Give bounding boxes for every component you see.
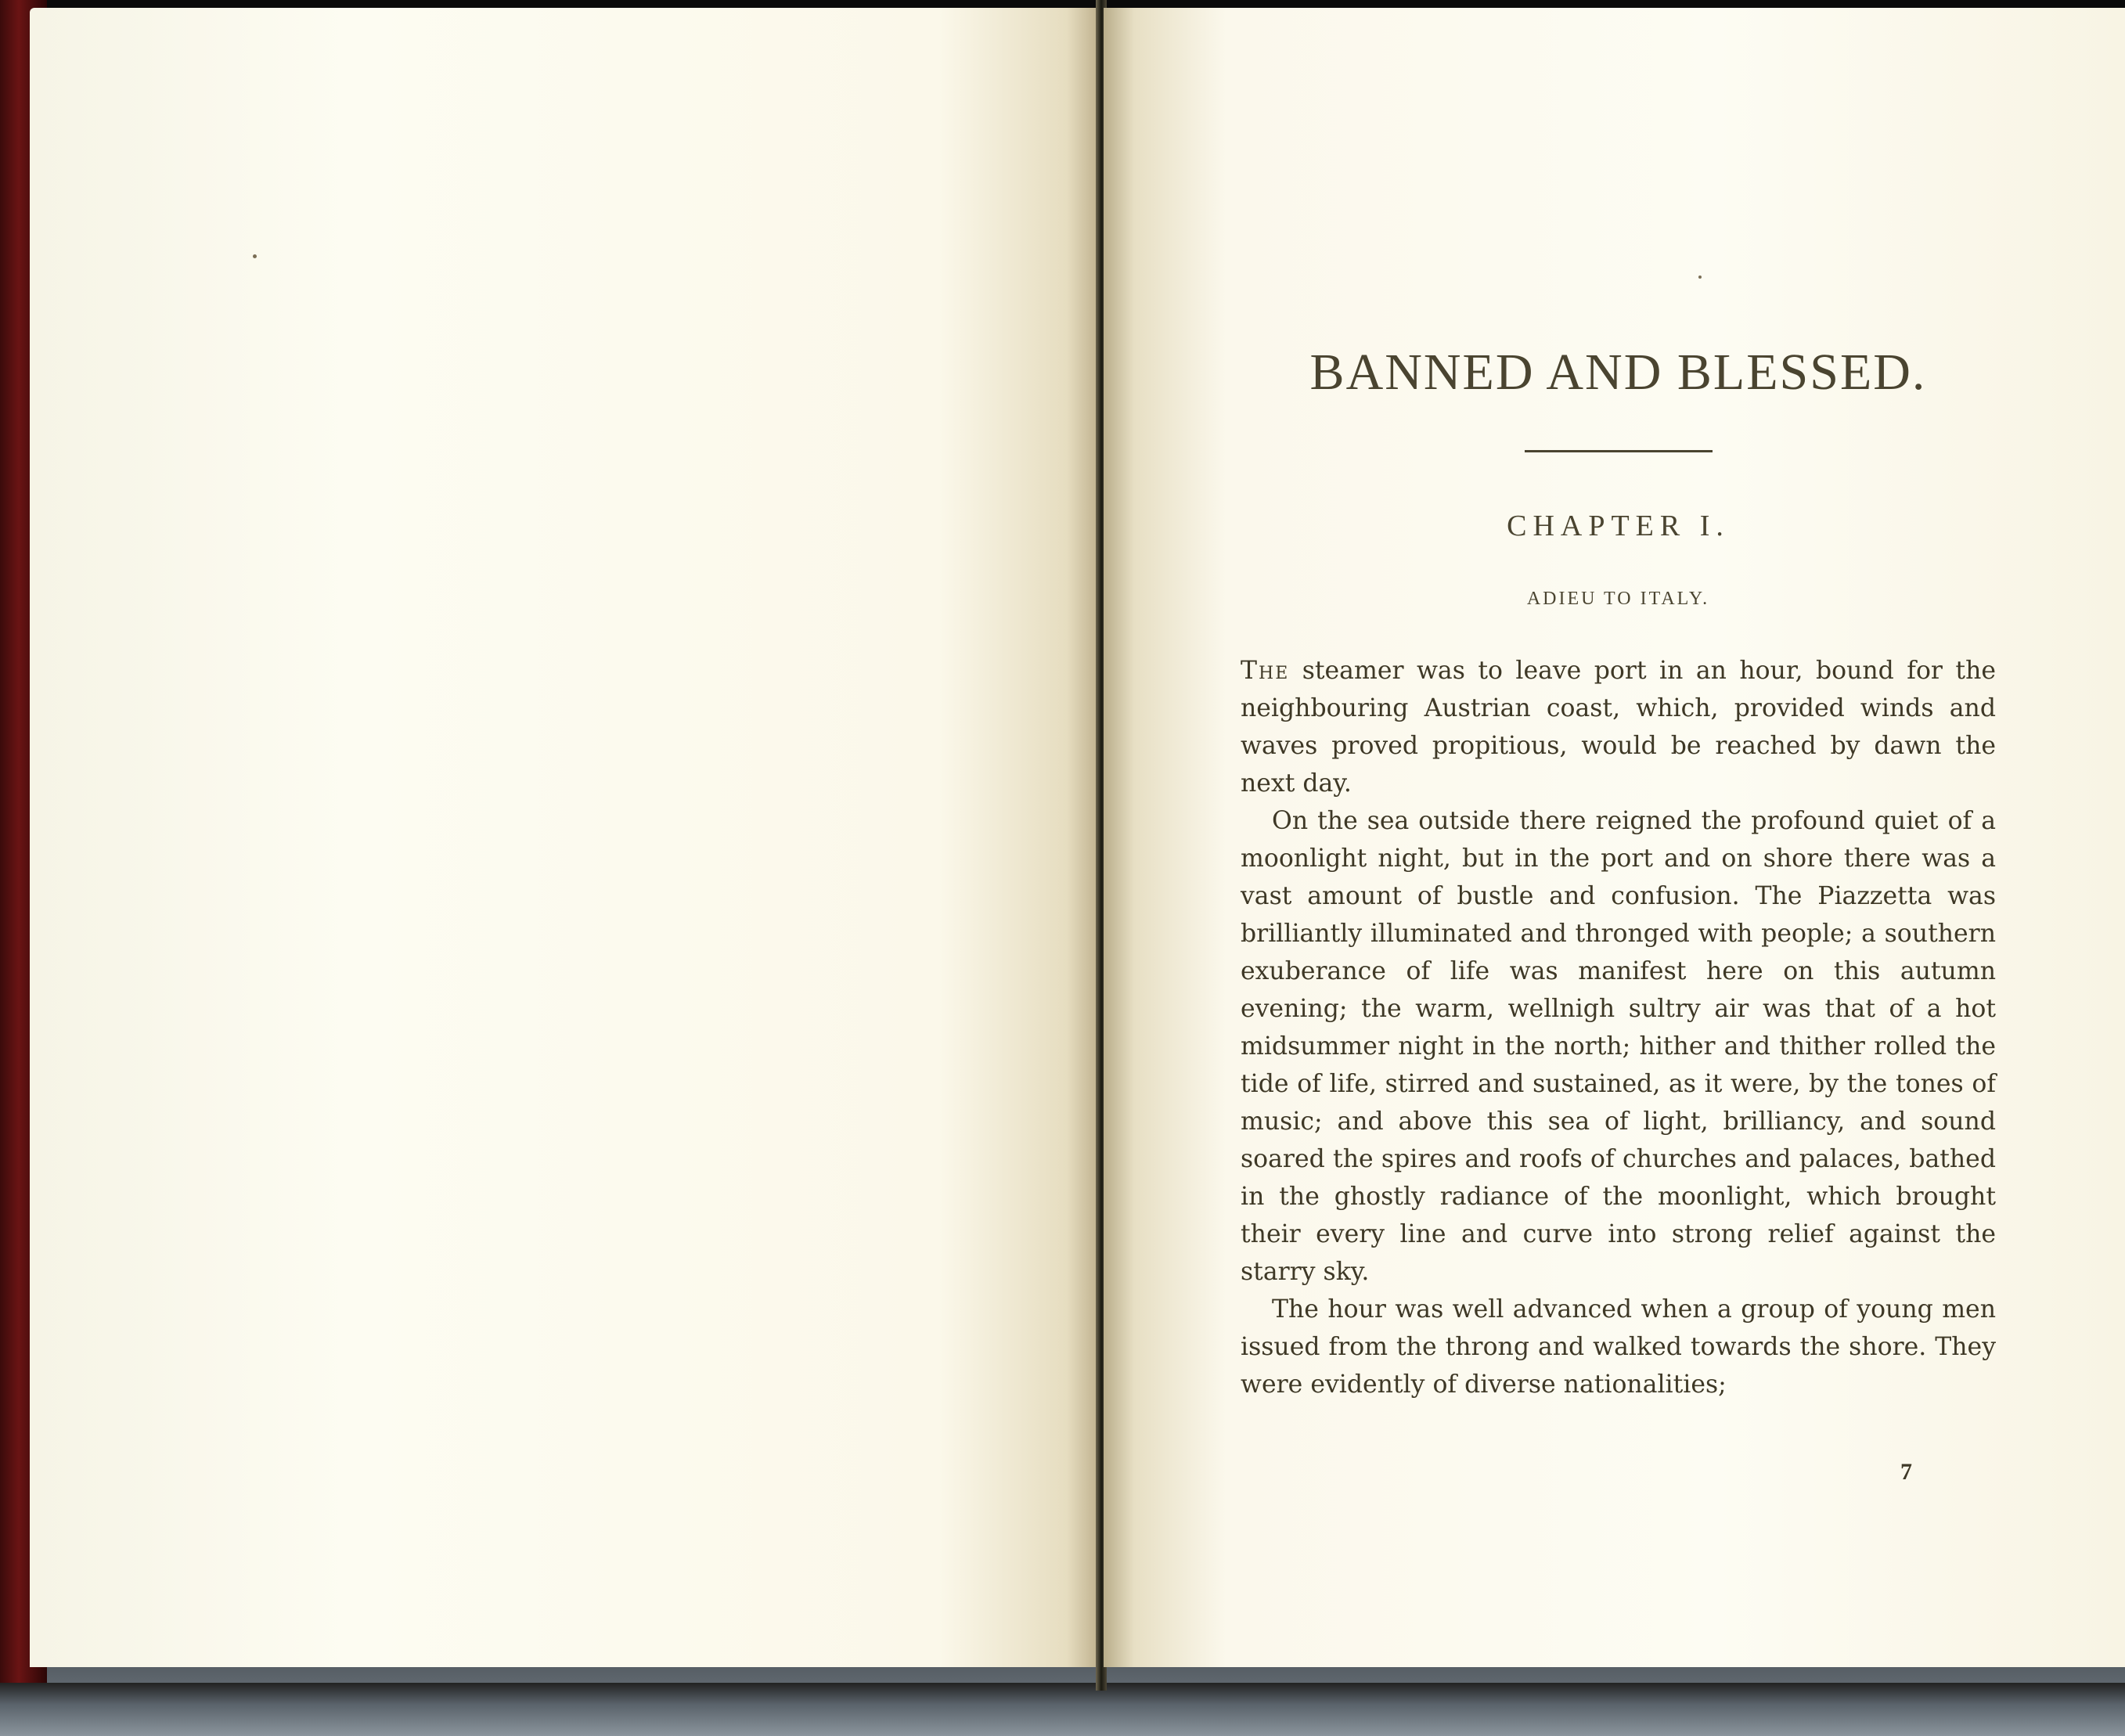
page-number: 7 [1900, 1459, 1912, 1485]
chapter-heading: CHAPTER I. [1507, 509, 1730, 542]
book-title: BANNED AND BLESSED. [1309, 344, 1927, 401]
paper-speck [253, 254, 257, 258]
chapter-subtitle: ADIEU TO ITALY. [1526, 588, 1710, 609]
paragraph-1 [1241, 652, 1996, 802]
paragraph-2: On the sea outside there reigned the profound quiet of a moonlight night, but in the port and on shore there was a vast amount of bustle and confusion. The Piazzetta was brilliantly illuminated and thronged with people; a southern exuberance of life was manifest here on this autumn evening; the warm, wellnigh sultry air was that of a hot midsummer night in the north; hither and thither rolled the tide of life, stirred and sustained, as it were, by the tones of music; and above this sea of light, brilliancy, and sound soared the spires and roofs of churches and palaces, bathed in the ghostly radiance of the moonlight, which brought their every line and curve into strong relief against the starry sky. [1241, 806, 1996, 1286]
left-blank-page [30, 8, 1099, 1667]
title-divider [1525, 450, 1713, 452]
paper-speck [1698, 276, 1702, 279]
paragraph-3: The hour was well advanced when a group of young men issued from the throng and walked towards the shore. They were evidently of diverse nationalities; [1241, 1295, 1996, 1399]
scanner-bed [0, 1683, 2125, 1736]
paragraph-1-text: steamer was to leave port in an hour, bound for the neighbouring Austrian coast, which, provided winds and waves proved propitious, would be reached by dawn the next day. [1241, 656, 1996, 798]
chapter-body [1241, 652, 1996, 1403]
page-text-block [1241, 344, 1996, 1403]
lead-word: The [1241, 656, 1290, 685]
